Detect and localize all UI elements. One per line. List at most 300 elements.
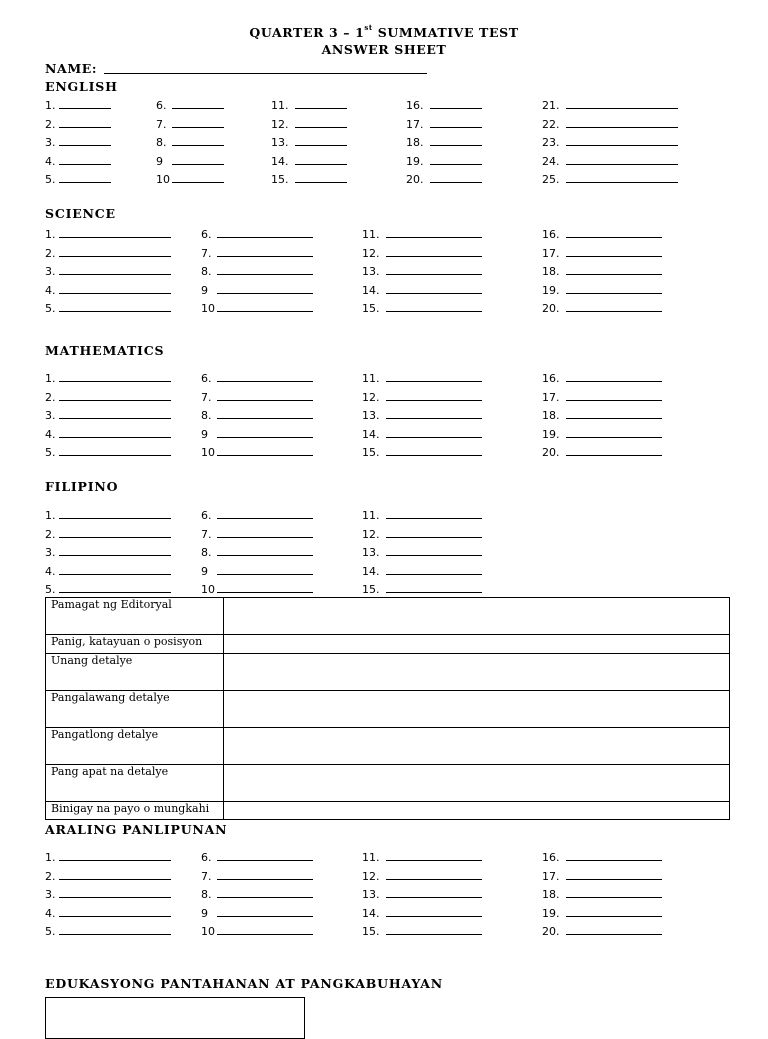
answer-item xyxy=(271,153,347,169)
item-number: 9 xyxy=(201,564,208,578)
title-line1-sup: st xyxy=(364,23,373,32)
answer-blank[interactable] xyxy=(172,116,224,128)
item-number: 7. xyxy=(201,246,212,260)
item-number: 14. xyxy=(362,564,380,578)
answer-item xyxy=(45,226,171,242)
answer-item xyxy=(362,226,482,242)
answer-item xyxy=(45,849,171,865)
answer-item xyxy=(45,300,171,316)
item-number: 2. xyxy=(45,117,56,131)
section-filipino: FILIPINO xyxy=(45,479,119,494)
answer-blank[interactable] xyxy=(566,300,662,312)
answer-blank[interactable] xyxy=(386,581,482,593)
answer-blank[interactable] xyxy=(566,171,678,183)
item-number: 1. xyxy=(45,228,56,241)
answer-blank[interactable] xyxy=(217,426,313,438)
answer-blank[interactable] xyxy=(172,153,224,165)
answer-cell[interactable] xyxy=(224,598,730,635)
answer-item xyxy=(201,245,313,261)
answer-item xyxy=(362,868,482,884)
answer-blank[interactable] xyxy=(59,245,171,257)
answer-blank[interactable] xyxy=(59,426,171,438)
answer-cell[interactable] xyxy=(224,635,730,654)
answer-blank[interactable] xyxy=(386,886,482,898)
section-araling-panlipunan: ARALING PANLIPUNAN xyxy=(45,822,228,837)
answer-blank[interactable] xyxy=(566,389,662,401)
answer-blank[interactable] xyxy=(172,171,224,183)
answer-blank[interactable] xyxy=(386,226,482,238)
answer-blank[interactable] xyxy=(386,426,482,438)
answer-item xyxy=(362,426,482,442)
answer-item xyxy=(201,300,313,316)
filipino-editorial-table xyxy=(45,597,730,820)
item-number: 4. xyxy=(45,283,56,297)
answer-blank[interactable] xyxy=(59,507,171,519)
answer-blank[interactable] xyxy=(59,544,171,556)
item-number: 16. xyxy=(542,851,560,864)
answer-blank[interactable] xyxy=(59,134,111,146)
row-label: Binigay na payo o mungkahi xyxy=(46,802,224,820)
answer-blank[interactable] xyxy=(386,923,482,935)
answer-item xyxy=(362,581,482,597)
item-number: 20. xyxy=(542,302,560,315)
answer-item xyxy=(362,282,482,298)
answer-blank[interactable] xyxy=(217,507,313,519)
item-number: 6. xyxy=(201,372,212,385)
answer-blank[interactable] xyxy=(59,905,171,917)
item-number: 3. xyxy=(45,546,56,559)
item-number: 15. xyxy=(362,446,380,459)
answer-blank[interactable] xyxy=(430,171,482,183)
answer-blank[interactable] xyxy=(217,282,313,294)
answer-item xyxy=(45,581,171,597)
item-number: 10 xyxy=(201,583,215,596)
item-number: 1. xyxy=(45,509,56,522)
item-number: 24. xyxy=(542,154,560,168)
item-number: 18. xyxy=(406,136,424,149)
item-number: 15. xyxy=(362,302,380,315)
answer-item xyxy=(45,389,171,405)
answer-blank[interactable] xyxy=(386,370,482,382)
answer-item xyxy=(362,886,482,902)
item-number: 3. xyxy=(45,265,56,278)
item-number: 15. xyxy=(362,583,380,596)
answer-blank[interactable] xyxy=(566,116,678,128)
answer-blank[interactable] xyxy=(566,370,662,382)
answer-blank[interactable] xyxy=(430,116,482,128)
epp-answer-box[interactable] xyxy=(45,997,305,1039)
answer-item xyxy=(201,426,313,442)
item-number: 12. xyxy=(271,117,289,131)
answer-item xyxy=(271,116,347,132)
item-number: 1. xyxy=(45,372,56,385)
answer-item xyxy=(201,389,313,405)
answer-blank[interactable] xyxy=(217,526,313,538)
answer-item xyxy=(362,544,482,560)
answer-blank[interactable] xyxy=(430,97,482,109)
item-number: 16. xyxy=(542,372,560,385)
item-number: 2. xyxy=(45,869,56,883)
answer-blank[interactable] xyxy=(566,444,662,456)
answer-blank[interactable] xyxy=(217,370,313,382)
answer-item xyxy=(45,868,171,884)
answer-item xyxy=(406,97,482,113)
item-number: 11. xyxy=(362,509,380,522)
item-number: 3. xyxy=(45,409,56,422)
answer-item xyxy=(45,171,111,187)
answer-item xyxy=(542,226,662,242)
answer-item xyxy=(45,444,171,460)
table-row xyxy=(46,802,730,820)
item-number: 8. xyxy=(201,265,212,278)
answer-blank[interactable] xyxy=(59,263,171,275)
item-number: 10 xyxy=(201,302,215,315)
item-number: 14. xyxy=(362,283,380,297)
name-field[interactable] xyxy=(104,73,427,74)
item-number: 5. xyxy=(45,173,56,186)
answer-blank[interactable] xyxy=(386,905,482,917)
answer-item xyxy=(406,116,482,132)
answer-item xyxy=(156,153,224,169)
answer-blank[interactable] xyxy=(295,97,347,109)
item-number: 4. xyxy=(45,154,56,168)
item-number: 6. xyxy=(201,509,212,522)
answer-blank[interactable] xyxy=(566,426,662,438)
answer-item xyxy=(201,407,313,423)
name-label: NAME: xyxy=(45,61,98,76)
item-number: 1. xyxy=(45,851,56,864)
answer-item xyxy=(542,407,662,423)
table-row xyxy=(46,654,730,691)
item-number: 7. xyxy=(201,527,212,541)
answer-item xyxy=(45,370,171,386)
answer-item xyxy=(45,563,171,579)
answer-item xyxy=(542,171,678,187)
answer-item xyxy=(45,426,171,442)
answer-item xyxy=(542,245,662,261)
item-number: 13. xyxy=(362,546,380,559)
answer-item xyxy=(362,370,482,386)
answer-item xyxy=(201,507,313,523)
answer-item xyxy=(45,282,171,298)
table-row xyxy=(46,728,730,765)
answer-item xyxy=(45,245,171,261)
row-label: Pang apat na detalye xyxy=(46,765,224,802)
answer-item xyxy=(201,868,313,884)
answer-blank[interactable] xyxy=(386,563,482,575)
item-number: 10 xyxy=(156,173,170,186)
answer-blank[interactable] xyxy=(386,507,482,519)
answer-blank[interactable] xyxy=(217,868,313,880)
answer-blank[interactable] xyxy=(59,563,171,575)
answer-blank[interactable] xyxy=(217,544,313,556)
answer-blank[interactable] xyxy=(386,868,482,880)
answer-blank[interactable] xyxy=(295,171,347,183)
answer-blank[interactable] xyxy=(59,389,171,401)
item-number: 2. xyxy=(45,390,56,404)
answer-item xyxy=(542,426,662,442)
answer-blank[interactable] xyxy=(59,581,171,593)
answer-blank[interactable] xyxy=(217,407,313,419)
answer-blank[interactable] xyxy=(217,226,313,238)
item-number: 17. xyxy=(542,390,560,404)
answer-blank[interactable] xyxy=(566,153,678,165)
answer-blank[interactable] xyxy=(217,389,313,401)
page-subtitle: ANSWER SHEET xyxy=(321,42,447,57)
answer-blank[interactable] xyxy=(566,923,662,935)
answer-blank[interactable] xyxy=(386,849,482,861)
answer-blank[interactable] xyxy=(566,886,662,898)
answer-blank[interactable] xyxy=(59,444,171,456)
answer-item xyxy=(542,444,662,460)
answer-item xyxy=(542,97,678,113)
item-number: 3. xyxy=(45,136,56,149)
answer-blank[interactable] xyxy=(566,905,662,917)
answer-blank[interactable] xyxy=(217,444,313,456)
answer-cell[interactable] xyxy=(224,728,730,765)
item-number: 5. xyxy=(45,446,56,459)
answer-blank[interactable] xyxy=(386,407,482,419)
item-number: 6. xyxy=(201,851,212,864)
answer-blank[interactable] xyxy=(59,849,171,861)
item-number: 16. xyxy=(406,99,424,112)
answer-blank[interactable] xyxy=(217,886,313,898)
answer-blank[interactable] xyxy=(566,282,662,294)
answer-item xyxy=(542,905,662,921)
answer-item xyxy=(201,370,313,386)
answer-blank[interactable] xyxy=(217,581,313,593)
answer-item xyxy=(406,153,482,169)
answer-item xyxy=(542,389,662,405)
answer-blank[interactable] xyxy=(59,923,171,935)
row-label: Panig, katayuan o posisyon xyxy=(46,635,224,654)
answer-blank[interactable] xyxy=(430,153,482,165)
answer-blank[interactable] xyxy=(217,300,313,312)
item-number: 14. xyxy=(271,154,289,168)
item-number: 8. xyxy=(156,136,167,149)
answer-item xyxy=(156,171,224,187)
answer-item xyxy=(201,226,313,242)
item-number: 10 xyxy=(201,925,215,938)
answer-item xyxy=(542,134,678,150)
answer-blank[interactable] xyxy=(59,171,111,183)
item-number: 2. xyxy=(45,246,56,260)
answer-blank[interactable] xyxy=(217,563,313,575)
item-number: 20. xyxy=(542,446,560,459)
table-row xyxy=(46,691,730,728)
item-number: 15. xyxy=(271,173,289,186)
answer-blank[interactable] xyxy=(59,282,171,294)
answer-item xyxy=(542,923,662,939)
item-number: 8. xyxy=(201,409,212,422)
answer-blank[interactable] xyxy=(217,905,313,917)
answer-blank[interactable] xyxy=(386,263,482,275)
section-english: ENGLISH xyxy=(45,79,118,94)
item-number: 7. xyxy=(201,869,212,883)
answer-item xyxy=(201,923,313,939)
answer-item xyxy=(542,263,662,279)
item-number: 20. xyxy=(406,173,424,186)
answer-blank[interactable] xyxy=(217,263,313,275)
table-row xyxy=(46,635,730,654)
answer-item xyxy=(45,116,111,132)
answer-blank[interactable] xyxy=(172,134,224,146)
answer-blank[interactable] xyxy=(386,544,482,556)
item-number: 21. xyxy=(542,99,560,112)
answer-blank[interactable] xyxy=(430,134,482,146)
answer-blank[interactable] xyxy=(59,526,171,538)
answer-item xyxy=(201,263,313,279)
answer-blank[interactable] xyxy=(566,407,662,419)
item-number: 12. xyxy=(362,390,380,404)
answer-blank[interactable] xyxy=(295,153,347,165)
answer-item xyxy=(45,97,111,113)
answer-blank[interactable] xyxy=(217,245,313,257)
answer-item xyxy=(156,134,224,150)
item-number: 14. xyxy=(362,906,380,920)
answer-item xyxy=(362,300,482,316)
table-row xyxy=(46,765,730,802)
answer-item xyxy=(542,370,662,386)
item-number: 11. xyxy=(362,372,380,385)
item-number: 19. xyxy=(542,427,560,441)
item-number: 8. xyxy=(201,888,212,901)
item-number: 5. xyxy=(45,583,56,596)
answer-blank[interactable] xyxy=(59,868,171,880)
item-number: 13. xyxy=(362,265,380,278)
answer-item xyxy=(542,849,662,865)
answer-item xyxy=(542,153,678,169)
table-row xyxy=(46,598,730,635)
answer-item xyxy=(362,407,482,423)
answer-item xyxy=(45,544,171,560)
answer-blank[interactable] xyxy=(172,97,224,109)
answer-cell[interactable] xyxy=(224,802,730,820)
answer-blank[interactable] xyxy=(295,134,347,146)
answer-item xyxy=(201,581,313,597)
answer-cell[interactable] xyxy=(224,654,730,691)
item-number: 9 xyxy=(201,427,208,441)
answer-cell[interactable] xyxy=(224,691,730,728)
answer-item xyxy=(542,116,678,132)
item-number: 7. xyxy=(156,117,167,131)
item-number: 4. xyxy=(45,427,56,441)
answer-item xyxy=(201,544,313,560)
item-number: 14. xyxy=(362,427,380,441)
answer-blank[interactable] xyxy=(386,389,482,401)
answer-item xyxy=(542,868,662,884)
answer-blank[interactable] xyxy=(566,134,678,146)
answer-blank[interactable] xyxy=(566,849,662,861)
item-number: 25. xyxy=(542,173,560,186)
item-number: 4. xyxy=(45,564,56,578)
title-line1-post: SUMMATIVE TEST xyxy=(372,25,519,40)
answer-blank[interactable] xyxy=(566,226,662,238)
answer-blank[interactable] xyxy=(386,300,482,312)
item-number: 17. xyxy=(542,246,560,260)
item-number: 20. xyxy=(542,925,560,938)
item-number: 11. xyxy=(271,99,289,112)
item-number: 19. xyxy=(542,283,560,297)
answer-item xyxy=(45,507,171,523)
answer-item xyxy=(201,905,313,921)
answer-blank[interactable] xyxy=(566,868,662,880)
answer-blank[interactable] xyxy=(59,407,171,419)
item-number: 5. xyxy=(45,302,56,315)
title-line1-pre: QUARTER 3 – 1 xyxy=(249,25,365,40)
answer-blank[interactable] xyxy=(386,245,482,257)
answer-blank[interactable] xyxy=(386,282,482,294)
item-number: 19. xyxy=(406,154,424,168)
item-number: 17. xyxy=(542,869,560,883)
answer-item xyxy=(362,444,482,460)
answer-blank[interactable] xyxy=(295,116,347,128)
answer-blank[interactable] xyxy=(566,263,662,275)
answer-item xyxy=(362,905,482,921)
answer-blank[interactable] xyxy=(566,245,662,257)
answer-item xyxy=(362,507,482,523)
answer-blank[interactable] xyxy=(59,370,171,382)
answer-blank[interactable] xyxy=(59,300,171,312)
answer-item xyxy=(45,153,111,169)
answer-item xyxy=(201,444,313,460)
answer-item xyxy=(156,97,224,113)
answer-blank[interactable] xyxy=(59,97,111,109)
item-number: 9 xyxy=(156,154,163,168)
answer-cell[interactable] xyxy=(224,765,730,802)
answer-blank[interactable] xyxy=(59,116,111,128)
item-number: 13. xyxy=(271,136,289,149)
answer-blank[interactable] xyxy=(566,97,678,109)
answer-item xyxy=(271,97,347,113)
item-number: 5. xyxy=(45,925,56,938)
answer-blank[interactable] xyxy=(59,153,111,165)
answer-item xyxy=(362,389,482,405)
item-number: 13. xyxy=(362,409,380,422)
item-number: 22. xyxy=(542,117,560,131)
section-epp: EDUKASYONG PANTAHANAN AT PANGKABUHAYAN xyxy=(45,976,443,991)
answer-item xyxy=(201,282,313,298)
answer-item xyxy=(45,263,171,279)
answer-blank[interactable] xyxy=(217,923,313,935)
answer-item xyxy=(45,407,171,423)
answer-blank[interactable] xyxy=(386,526,482,538)
item-number: 19. xyxy=(542,906,560,920)
item-number: 11. xyxy=(362,851,380,864)
item-number: 11. xyxy=(362,228,380,241)
item-number: 13. xyxy=(362,888,380,901)
answer-item xyxy=(201,526,313,542)
answer-item xyxy=(362,263,482,279)
item-number: 9 xyxy=(201,283,208,297)
answer-item xyxy=(45,886,171,902)
answer-item xyxy=(542,282,662,298)
item-number: 15. xyxy=(362,925,380,938)
answer-item xyxy=(542,300,662,316)
answer-blank[interactable] xyxy=(386,444,482,456)
item-number: 18. xyxy=(542,265,560,278)
item-number: 17. xyxy=(406,117,424,131)
page-title xyxy=(0,25,768,40)
item-number: 7. xyxy=(201,390,212,404)
item-number: 18. xyxy=(542,888,560,901)
answer-blank[interactable] xyxy=(217,849,313,861)
answer-blank[interactable] xyxy=(59,886,171,898)
answer-blank[interactable] xyxy=(59,226,171,238)
row-label: Unang detalye xyxy=(46,654,224,691)
item-number: 10 xyxy=(201,446,215,459)
answer-item xyxy=(45,905,171,921)
